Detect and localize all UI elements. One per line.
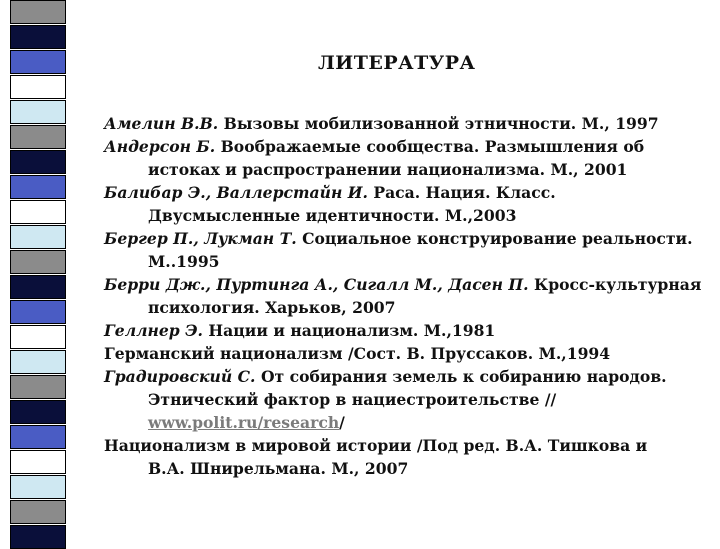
binder-segment [10,125,66,149]
binder-segment [10,75,66,99]
reference-author: Андерсон Б. [104,137,216,156]
binder-segment [10,50,66,74]
reference-text: Социальное конструирование реальности. [302,229,693,248]
binder-segment [10,225,66,249]
reference-link-suffix: / [339,413,345,432]
binder-segment [10,525,66,549]
reference-text: Нации и национализм. М.,1981 [208,321,496,340]
page-title: ЛИТЕРАТУРА [318,52,476,74]
reference-text: Вызовы мобилизованной этничности. М., 1997 [223,114,659,133]
binder-segment [10,250,66,274]
reference-text: Кросс-культурная [534,275,702,294]
reference-text: От собирания земель к собиранию народов. [260,367,667,386]
binder-segment [10,325,66,349]
reference-item [104,112,716,135]
reference-text: Национализм в мировой истории /Под ред. В.А. Тишкова и [104,436,648,455]
binder-segment [10,275,66,299]
binder-segment [10,25,66,49]
reference-author: Берри Дж., Пуртинга А., Сигалл М., Дасен П. [104,275,529,294]
reference-author: Балибар Э., Валлерстайн И. [104,183,368,202]
binder-segment [10,175,66,199]
reference-text-continued: истоках и распространении национализма. М., 2001 [148,160,628,179]
binder-stripe [10,0,66,540]
reference-item [104,135,716,181]
binder-segment [10,450,66,474]
binder-segment [10,475,66,499]
binder-segment [10,425,66,449]
reference-link[interactable]: www.polit.ru/research [148,413,340,432]
reference-text: Воображаемые сообщества. Размышления об [220,137,645,156]
reference-link-line [104,411,716,434]
reference-author: Градировский С. [104,367,256,386]
reference-text-continued: М..1995 [148,252,220,271]
reference-list [104,112,716,480]
reference-text: Раса. Нация. Класс. [373,183,556,202]
reference-item [104,434,716,480]
binder-segment [10,150,66,174]
reference-text-continued: В.А. Шнирельмана. М., 2007 [148,459,409,478]
reference-item [104,181,716,227]
binder-segment [10,0,66,24]
reference-item [104,342,716,365]
reference-text-continued: Этнический фактор в нациестроительстве // [148,390,557,409]
binder-segment [10,400,66,424]
reference-item [104,273,716,319]
reference-item [104,365,716,434]
binder-segment [10,100,66,124]
binder-segment [10,350,66,374]
binder-segment [10,500,66,524]
reference-author: Геллнер Э. [104,321,203,340]
binder-segment [10,375,66,399]
binder-segment [10,300,66,324]
binder-segment [10,200,66,224]
reference-item [104,319,716,342]
reference-author: Амелин В.В. [104,114,219,133]
reference-text-continued: Двусмысленные идентичности. М.,2003 [148,206,517,225]
reference-item [104,227,716,273]
reference-text: Германский национализм /Сост. В. Пруссаков. М.,1994 [104,344,611,363]
reference-author: Бергер П., Лукман Т. [104,229,297,248]
reference-text-continued: психология. Харьков, 2007 [148,298,396,317]
